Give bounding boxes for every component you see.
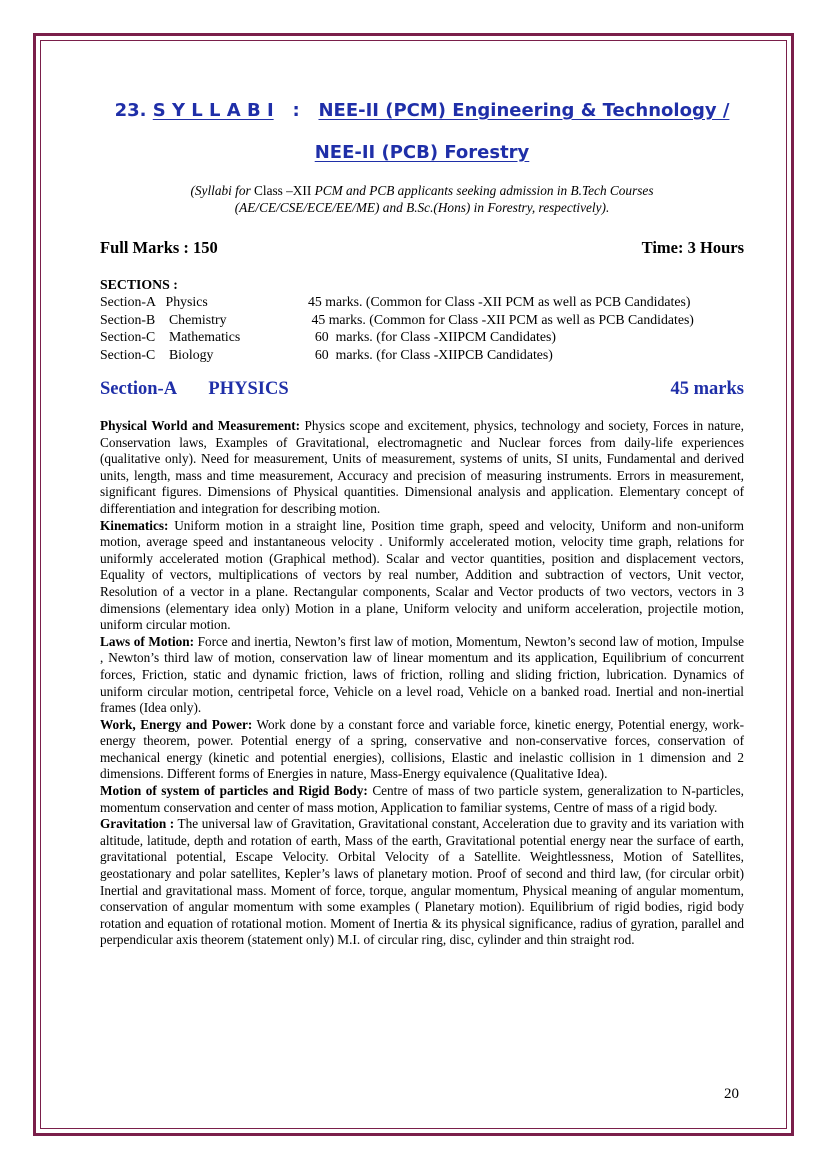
section-a-marks: 45 marks: [670, 379, 744, 399]
exam-info: [100, 238, 744, 258]
topic-paragraph: [100, 816, 744, 949]
topic-title: Gravitation :: [100, 816, 175, 832]
topic-text: Force and inertia, Newton’s first law of motion, Momentum, Newton’s second law of motion, Impulse , Newton’s third law of motion, conservation law of linear momentum and its application, Equilibrium of concurrent forces, Friction, static and dynamic friction, laws of friction, rolling and sliding friction, lubrication. Dynamics of uniform circular motion, centripetal force, Vehicle on a level road, Vehicle on a banked road. Inertial and non-inertial frames (Idea only).: [100, 633, 744, 716]
topic-text: Work done by a constant force and variable force, kinetic energy, Potential energy, work-energy theorem, power. Potential energy of a spring, conservative and non-conservative forces, conservation of mechanical energy (kinetic and potential energies), collisions, Elastic and inelastic collision in 1 dimension and 2 dimensions. Different forms of Energies in nature, Mass-Energy equivalence (Qualitative Idea).: [100, 716, 744, 782]
section-row: [100, 293, 744, 311]
page-title-line2: [100, 140, 744, 166]
physics-topics: [100, 418, 744, 949]
subtitle: [100, 182, 744, 216]
sections-list: [100, 293, 744, 363]
subtitle-class: Class –XII: [254, 183, 312, 198]
subtitle-part1: (Syllabi for: [190, 183, 254, 198]
topic-paragraph: [100, 634, 744, 717]
section-row: [100, 311, 744, 329]
subtitle-line2: (AE/CE/CSE/ECE/EE/ME) and B.Sc.(Hons) in Forestry, respectively).: [234, 200, 610, 215]
page-number: 20: [724, 1086, 739, 1102]
title-number: 23.: [114, 100, 147, 121]
title-line1: NEE-II (PCM) Engineering & Technology /: [318, 100, 730, 121]
section-name: Section-B Chemistry: [100, 311, 227, 327]
section-row: [100, 346, 744, 364]
topic-paragraph: [100, 518, 744, 634]
section-marks: 60 marks. (for Class -XIIPCM Candidates): [308, 329, 556, 344]
full-marks: Full Marks : 150: [100, 238, 218, 257]
topic-title: Work, Energy and Power:: [100, 716, 253, 732]
topic-text: The universal law of Gravitation, Gravitational constant, Acceleration due to gravity and its variation with altitude, latitude, depth and rotation of earth, Mass of the earth, Gravitational potential energy near the surface of earth, gravitational potential, Escape Velocity. Orbital Velocity of a Satellite. Weightlessness, Motion of Satellites, geostationary and polar satellites, Kepler’s laws of planetary motion. Proof of second and third law, (for circular orbit) Inertial and gravitational mass. Moment of force, torque, angular momentum, Physical meaning of angular momentum, conservation of angular momentum with some examples ( Planetary motion). Equilibrium of rigid bodies, rigid body rotation and equation of rotational motion. Moment of Inertia & its physical significance, radius of gyration, parallel and perpendicular axis theorem (statement only) M.I. of circular ring, disc, cylinder and thin straight rod.: [100, 816, 744, 948]
section-name: Section-C Biology: [100, 346, 214, 362]
section-name: Section-C Mathematics: [100, 329, 241, 344]
title-syllabi: S Y L L A B I: [152, 100, 274, 121]
section-a-heading: [100, 379, 744, 400]
section-row: [100, 328, 744, 346]
section-name: Section-A Physics: [100, 294, 208, 309]
topic-paragraph: [100, 783, 744, 816]
topic-text: Physics scope and excitement, physics, technology and society, Forces in nature, Conservation laws, Examples of Gravitational, electromagnetic and Nuclear forces from daily-life experiences (qualitative only). Need for measurement, Units of measurement, systems of units, SI units, Fundamental and derived units, length, mass and time measurement, Accuracy and precision of measuring instruments. Errors in measurement, significant figures. Dimensions of Physical quantities. Dimensional analysis and application. Elementary concept of differentiation and integration for describing motion.: [100, 418, 744, 516]
topic-title: Laws of Motion:: [100, 633, 195, 649]
topic-text: Centre of mass of two particle system, generalization to N-particles, momentum conservation and center of mass motion, Application to familiar systems, Centre of mass of a rigid body.: [100, 783, 744, 815]
title-line2: NEE-II (PCB) Forestry: [314, 142, 530, 163]
exam-time: Time: 3 Hours: [641, 238, 744, 257]
topic-title: Motion of system of particles and Rigid Body:: [100, 783, 368, 799]
subtitle-part2: PCM and PCB applicants seeking admission in B.Tech Courses: [311, 183, 654, 198]
title-separator: :: [292, 100, 300, 121]
section-marks: 60 marks. (for Class -XIIPCB Candidates): [308, 346, 553, 362]
section-marks: 45 marks. (Common for Class -XII PCM as well as PCB Candidates): [308, 294, 691, 309]
page-title: [100, 98, 744, 124]
topic-paragraph: [100, 717, 744, 783]
topic-title: Physical World and Measurement:: [100, 418, 301, 433]
topic-paragraph: [100, 418, 744, 518]
sections-heading: SECTIONS :: [100, 277, 178, 292]
topic-text: Uniform motion in a straight line, Position time graph, speed and velocity, Uniform and non-uniform motion, average speed and instantaneous velocity . Uniformly accelerated motion, velocity time graph, relations for uniformly accelerated motion (Graphical method). Scalar and vector quantities, position and displacement vectors, Equality of vectors, multiplications of vectors by real number, Addition and subtraction of vectors, Unit vector, Resolution of a vector in a plane. Rectangular components, Scalar and Vector products of two vectors, vectors in 3 dimensions (elementary idea only) Motion in a plane, Uniform velocity and uniform acceleration, projectile motion, uniform circular motion.: [100, 517, 744, 633]
page-content: [100, 98, 744, 949]
section-marks: 45 marks. (Common for Class -XII PCM as well as PCB Candidates): [308, 311, 694, 327]
section-a-label: Section-A PHYSICS: [100, 379, 289, 399]
topic-title: Kinematics:: [100, 517, 169, 533]
